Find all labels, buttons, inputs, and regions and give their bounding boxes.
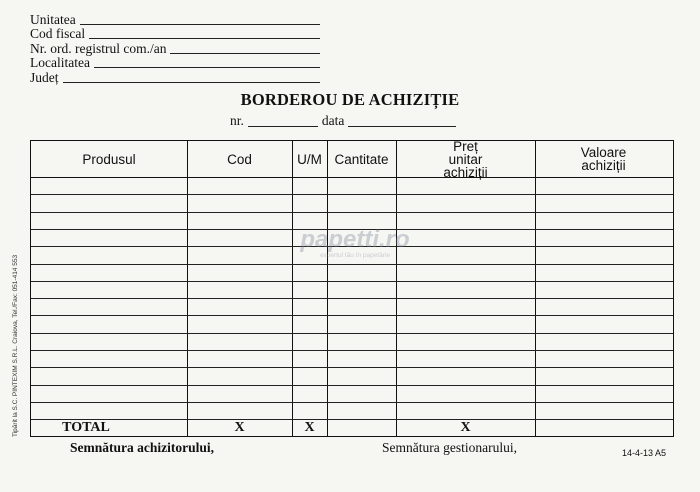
column-divider [187, 141, 188, 436]
localitatea-line[interactable] [94, 57, 320, 68]
nr-label: nr. [230, 113, 244, 128]
form-title: BORDEROU DE ACHIZIȚIE [240, 90, 460, 109]
watermark-brand: papetti.ro [300, 226, 410, 253]
field-nr-registrul: Nr. ord. registrul com./an [30, 41, 320, 56]
table-row-line [31, 298, 673, 299]
table-row-line [31, 402, 673, 403]
column-header-cod: Cod [227, 151, 252, 167]
total-cod-x: X [234, 419, 245, 435]
column-header-produsul: Produsul [82, 151, 136, 167]
form-code: 14-4-13 A5 [622, 448, 667, 458]
unitatea-line[interactable] [80, 14, 320, 25]
table-row-line [31, 229, 673, 230]
total-pret-x: X [460, 419, 471, 435]
manager-signature-label: Semnătura gestionarului, [382, 440, 517, 455]
field-cod-fiscal: Cod fiscal [30, 27, 320, 42]
column-divider [327, 141, 328, 436]
table-row-line [31, 367, 673, 368]
table-row-line [31, 264, 673, 265]
company-fields [30, 12, 320, 85]
table-row-line [31, 385, 673, 386]
printer-note: Tipărit la S.C. PINTEXIM S.R.L. Craiova, Tel./Fax: 051-414 553 [12, 254, 19, 437]
nr-data-line [230, 113, 460, 129]
data-label: data [321, 113, 345, 128]
column-header-um: U/M [297, 151, 322, 167]
acquisition-table [30, 140, 674, 437]
table-row-line [31, 194, 673, 195]
nr-registrul-line[interactable] [170, 43, 320, 54]
column-header-valoare: Valoare achiziții [580, 145, 627, 173]
column-divider [396, 141, 397, 436]
table-row-line [31, 333, 673, 334]
buyer-signature-label: Semnătura achizitorului, [70, 440, 214, 455]
table-row-line [31, 212, 673, 213]
table-row-line [31, 246, 673, 247]
column-divider [535, 141, 536, 436]
table-row-line [31, 281, 673, 282]
column-header-pret-unitar: Preț unitar achiziții [443, 138, 488, 180]
header-divider [31, 177, 673, 178]
judet-line[interactable] [63, 72, 321, 83]
field-unitatea: Unitatea [30, 12, 320, 27]
total-label: TOTAL [62, 419, 110, 435]
field-localitatea: Localitatea [30, 56, 320, 71]
table-row-line [31, 350, 673, 351]
total-um-x: X [304, 419, 315, 435]
column-divider [292, 141, 293, 436]
table-row-line [31, 315, 673, 316]
cod-fiscal-line[interactable] [89, 28, 320, 39]
data-field[interactable] [348, 116, 456, 127]
nr-field[interactable] [248, 116, 318, 127]
watermark-tagline: expertul tău în papetărie [319, 252, 391, 259]
column-header-cantitate: Cantitate [334, 151, 389, 167]
field-judet: Județ [30, 70, 320, 85]
